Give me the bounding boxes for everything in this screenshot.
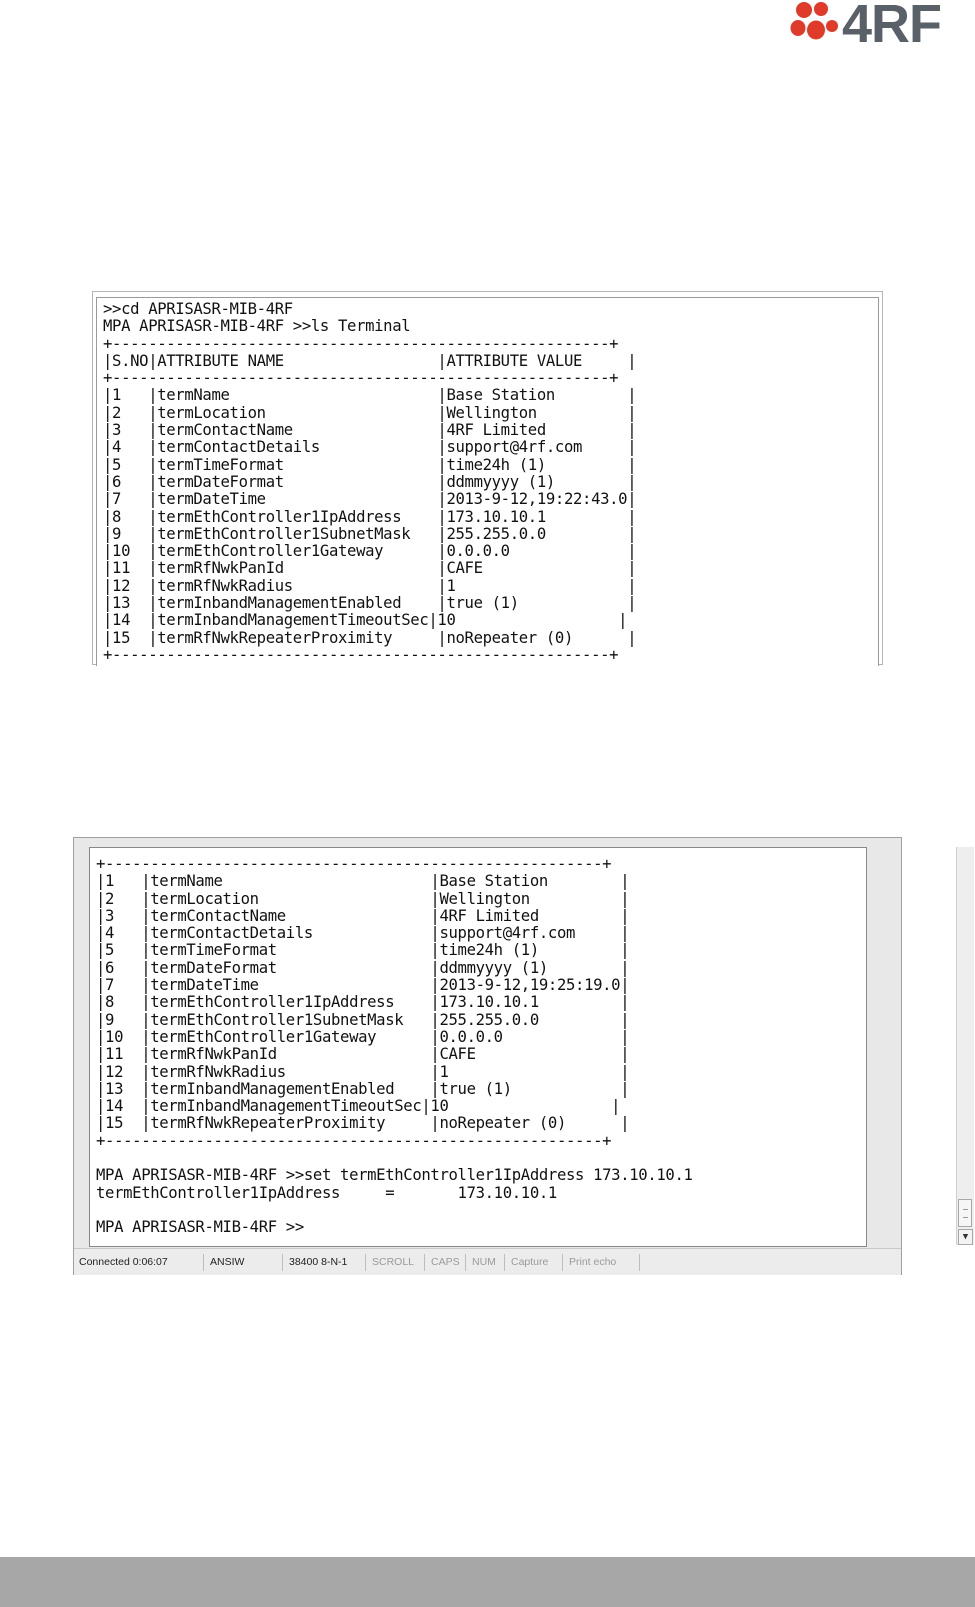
terminal-1-line: |10 |termEthController1Gateway |0.0.0.0 | xyxy=(103,542,637,561)
logo-mark-icon xyxy=(790,0,842,48)
terminal-2-line: |13 |termInbandManagementEnabled |true (1) | xyxy=(96,1079,630,1098)
terminal-1-line: |12 |termRfNwkRadius |1 | xyxy=(103,576,637,595)
terminal-2-line: |14 |termInbandManagementTimeoutSec|10 | xyxy=(96,1097,621,1116)
terminal-2-line: |12 |termRfNwkRadius |1 | xyxy=(96,1062,630,1081)
terminal-1-line: |14 |termInbandManagementTimeoutSec|10 | xyxy=(103,611,628,630)
terminal-1-line: |11 |termRfNwkPanId |CAFE | xyxy=(103,559,637,578)
terminal-2-line: |4 |termContactDetails |support@4rf.com | xyxy=(96,924,630,943)
terminal-1-line: |6 |termDateFormat |ddmmyyyy (1) | xyxy=(103,472,637,491)
terminal-2-line: +-------------------------------------------------------+ xyxy=(96,855,612,873)
terminal-2-line: |10 |termEthController1Gateway |0.0.0.0 | xyxy=(96,1027,630,1046)
terminal-2-line: +-------------------------------------------------------+ xyxy=(96,1131,612,1150)
terminal-1-line: +-------------------------------------------------------+ xyxy=(103,334,619,353)
terminal-screen-1 xyxy=(96,297,879,666)
terminal-2-line: |8 |termEthController1IpAddress |173.10.10.1 | xyxy=(96,993,630,1012)
terminal-2-line: |9 |termEthController1SubnetMask |255.255.0.0 | xyxy=(96,1010,630,1029)
terminal-2-line: termEthController1IpAddress = 173.10.10.1 xyxy=(96,1183,557,1202)
terminal-1-line: |13 |termInbandManagementEnabled |true (1) | xyxy=(103,594,637,613)
terminal-2-line: |7 |termDateTime |2013-9-12,19:25:19.0| xyxy=(96,976,630,995)
terminal-1-line: +-------------------------------------------------------+ xyxy=(103,369,619,388)
vertical-scrollbar[interactable] xyxy=(956,847,974,1245)
terminal-2-line: |2 |termLocation |Wellington | xyxy=(96,889,630,908)
terminal-screen-2[interactable] xyxy=(89,847,867,1247)
status-scroll: SCROLL xyxy=(369,1254,425,1271)
terminal-1-line: |8 |termEthController1IpAddress |173.10.10.1 | xyxy=(103,507,637,526)
terminal-1-line: |2 |termLocation |Wellington | xyxy=(103,403,637,422)
status-print-echo: Print echo xyxy=(566,1254,640,1271)
status-emulation: ANSIW xyxy=(207,1254,283,1271)
terminal-output-1 xyxy=(97,298,878,664)
page-footer-band xyxy=(0,1557,975,1607)
terminal-1-line: |3 |termContactName |4RF Limited | xyxy=(103,421,637,440)
terminal-1-line: >>cd APRISASR-MIB-4RF xyxy=(103,300,293,318)
terminal-1-line: |S.NO|ATTRIBUTE NAME |ATTRIBUTE VALUE | xyxy=(103,351,637,370)
terminal-1-line: MPA APRISASR-MIB-4RF >>ls Terminal xyxy=(103,317,411,336)
status-num: NUM xyxy=(469,1254,505,1271)
terminal-2-line: |15 |termRfNwkRepeaterProximity |noRepeater (0) | xyxy=(96,1114,630,1133)
terminal-1-line: |1 |termName |Base Station | xyxy=(103,386,637,405)
status-bar xyxy=(74,1248,901,1275)
terminal-1-line: +-------------------------------------------------------+ xyxy=(103,645,619,664)
terminal-window-1 xyxy=(92,291,883,665)
terminal-2-line: |5 |termTimeFormat |time24h (1) | xyxy=(96,941,630,960)
terminal-window-2 xyxy=(73,837,969,1275)
terminal-1-line: |9 |termEthController1SubnetMask |255.255.0.0 | xyxy=(103,524,637,543)
status-port: 38400 8-N-1 xyxy=(286,1254,366,1271)
logo-text: 4RF xyxy=(842,0,942,54)
status-caps: CAPS xyxy=(428,1254,466,1271)
status-capture: Capture xyxy=(508,1254,563,1271)
terminal-2-line: |1 |termName |Base Station | xyxy=(96,872,630,891)
terminal-2-line: |3 |termContactName |4RF Limited | xyxy=(96,906,630,925)
terminal-2-line: MPA APRISASR-MIB-4RF >> xyxy=(96,1218,304,1237)
status-connected: Connected 0:06:07 xyxy=(76,1254,204,1271)
terminal-1-line: |4 |termContactDetails |support@4rf.com | xyxy=(103,438,637,457)
terminal-1-line: |15 |termRfNwkRepeaterProximity |noRepeater (0) | xyxy=(103,628,637,647)
chevron-down-icon[interactable]: ▼ xyxy=(958,1229,973,1245)
terminal-2-line: MPA APRISASR-MIB-4RF >>set termEthController1IpAddress 173.10.10.1 xyxy=(96,1166,693,1185)
terminal-1-line: |5 |termTimeFormat |time24h (1) | xyxy=(103,455,637,474)
scroll-thumb[interactable] xyxy=(958,1199,972,1227)
brand-logo xyxy=(790,0,965,54)
terminal-1-line: |7 |termDateTime |2013-9-12,19:22:43.0| xyxy=(103,490,637,509)
terminal-2-line: |6 |termDateFormat |ddmmyyyy (1) | xyxy=(96,958,630,977)
terminal-2-line: |11 |termRfNwkPanId |CAFE | xyxy=(96,1045,630,1064)
terminal-output-2 xyxy=(90,848,866,1237)
